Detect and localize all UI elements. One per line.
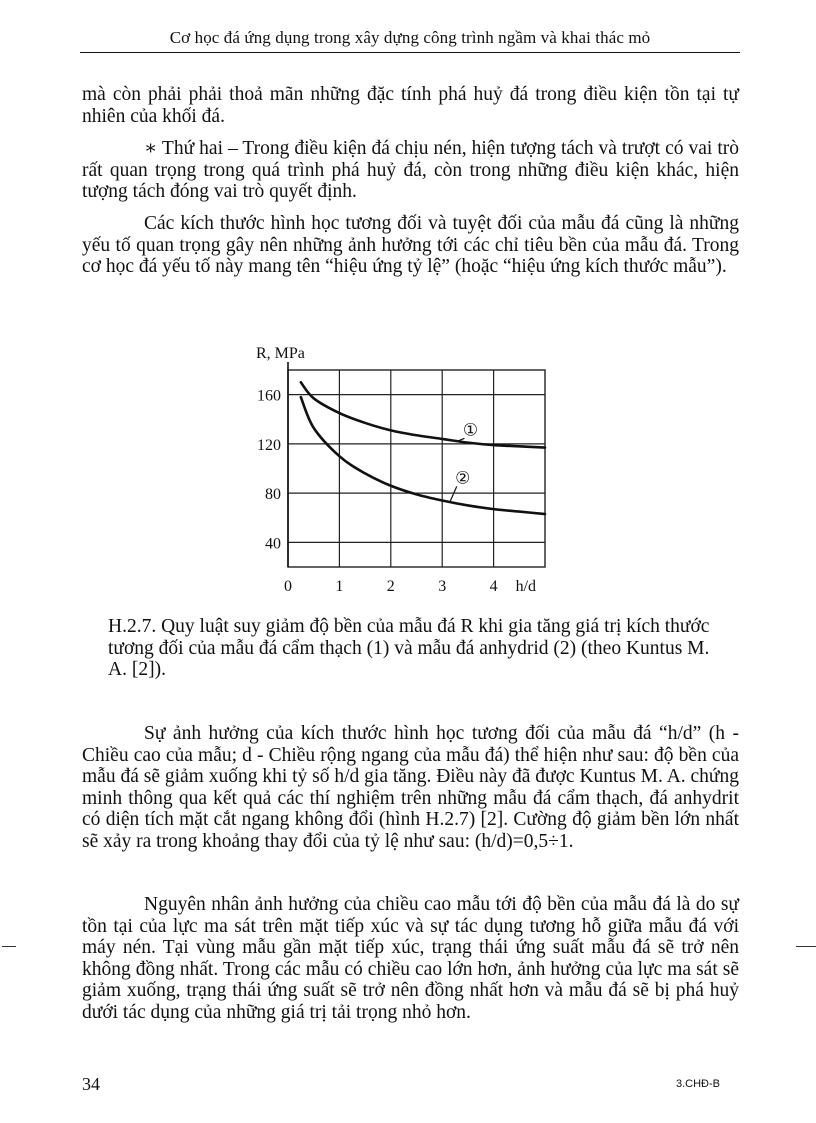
print-signature: 3.CHĐ-B [676,1078,721,1090]
page-number: 34 [82,1074,100,1094]
x-tick-label: 4 [489,578,498,595]
y-axis-label: R, MPa [256,345,305,362]
paragraph-4: Sự ảnh hưởng của kích thước hình học tương đối của mẫu đá “h/d” (h - Chiều cao của mẫu; d - Chiều rộng ngang của mẫu đá) thể hiện như sau: độ bền của mẫu đá sẽ giảm xuống khi tỷ số h/d gia tăng. Điều này đã được Kuntus M. A. chứng minh thông qua kết quả các thí nghiệm trên những mẫu đá cẩm thạch, đá anhydrit có diện tích mặt cắt ngang không đổi (hình H.2.7) [2]. Cường độ giảm bền lớn nhất sẽ xảy ra trong khoảng thay đổi của tỷ lệ như sau: (h/d)=0,5÷1. [82,723,739,852]
x-tick-label: 2 [386,578,395,595]
running-header: Cơ học đá ứng dụng trong xây dựng công trình ngầm và khai thác mỏ [169,28,651,47]
paragraph-2 [82,138,739,203]
paragraph-1: mà còn phải phải thoả mãn những đặc tính phá huỷ đá trong điều kiện tồn tại tự nhiên của khối đá. [82,84,739,127]
asterisk-bullet-icon: ∗ [144,138,158,159]
curve-label-leader [450,486,457,502]
series-curve-2 [301,397,545,514]
paragraph-3: Các kích thước hình học tương đối và tuyệt đối của mẫu đá cũng là những yếu tố quan trọng gây nên những ảnh hưởng tới các chỉ tiêu bền của mẫu đá. Trong cơ học đá yếu tố này mang tên “hiệu ứng tỷ lệ” (hoặc “hiệu ứng kích thước mẫu”). [82,213,739,277]
header-rule [80,52,740,53]
series-curve-1 [301,382,545,447]
y-tick-label: 80 [265,486,281,504]
y-tick-label: 40 [265,535,281,553]
margin-tick-right [796,946,816,947]
x-axis-label: h/d [515,578,537,595]
figure-caption: H.2.7. Quy luật suy giảm độ bền của mẫu đá R khi gia tăng giá trị kích thước tương đối của mẫu đá cẩm thạch (1) và mẫu đá anhydrid (2) (theo Kuntus M. A. [2]). [108,616,710,680]
x-tick-label: 3 [438,578,447,595]
curve-label-1: ① [462,420,479,440]
plot-frame [288,370,545,567]
y-tick-label: 120 [257,436,281,454]
paragraph-2-text: Thứ hai – Trong điều kiện đá chịu nén, hiện tượng tách và trượt có vai trò rất quan trọng trong quá trình phá huỷ đá, còn trong những điều kiện khác, hiện tượng tách đóng vai trò quyết định. [82,138,739,202]
x-tick-label: 0 [284,578,292,595]
paragraph-5: Nguyên nhân ảnh hưởng của chiều cao mẫu tới độ bền của mẫu đá là do sự tồn tại của lực ma sát trên mặt tiếp xúc và sự tác dụng tương hỗ giữa mẫu đá với máy nén. Tại vùng mẫu gần mặt tiếp xúc, trạng thái ứng suất mẫu đá sẽ trở nên không đồng nhất. Trong các mẫu có chiều cao lớn hơn, ảnh hưởng của lực ma sát sẽ giảm xuống, trạng thái ứng suất sẽ trở nên đồng nhất hơn và mẫu đá sẽ bị phá huỷ dưới tác dụng của những giá trị tải trọng nhỏ hơn. [82,894,739,1023]
strength-vs-height-ratio-chart [240,340,600,605]
curve-label-2: ② [455,468,471,488]
margin-tick-left [2,946,16,947]
x-tick-label: 1 [335,578,344,595]
y-tick-label: 160 [257,387,281,405]
